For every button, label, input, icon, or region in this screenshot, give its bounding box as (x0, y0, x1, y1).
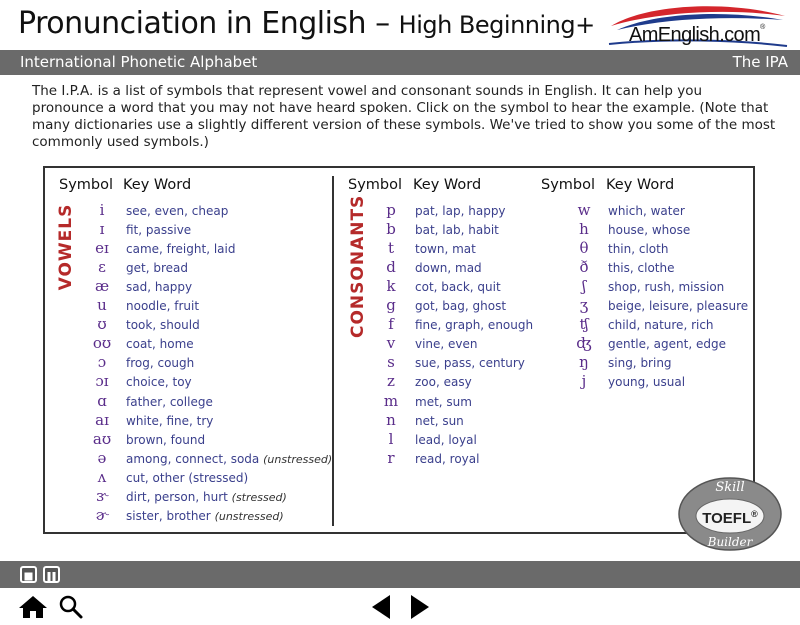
badge-builder-text: Builder (707, 535, 753, 549)
ipa-symbol-button[interactable]: h (579, 220, 589, 239)
key-word (608, 280, 724, 294)
key-word (126, 280, 192, 294)
consonant-list-2 (569, 203, 749, 413)
key-word (126, 414, 213, 428)
consonant-list-1 (376, 203, 536, 493)
ipa-symbol-button[interactable]: ð (579, 258, 589, 277)
ipa-row (87, 374, 327, 393)
ipa-row (87, 241, 327, 260)
key-word (415, 280, 501, 294)
key-word-text: father, college (126, 394, 213, 409)
key-word-text: frog, cough (126, 356, 195, 371)
key-word-text: sister, brother (126, 508, 215, 523)
key-word (126, 204, 228, 218)
logo-registered-mark: ® (760, 24, 765, 31)
stress-note: (unstressed) (263, 452, 333, 466)
ipa-symbol-button[interactable]: ɔ (97, 353, 107, 372)
key-word (415, 414, 464, 428)
ipa-symbol-button[interactable]: θ (579, 239, 589, 258)
ipa-row (87, 336, 327, 355)
vowels-label: VOWELS (56, 203, 76, 291)
key-word-text: among, connect, soda (126, 451, 264, 466)
key-word-text: came, freight, laid (126, 242, 236, 257)
ipa-symbol-button[interactable]: v (386, 334, 396, 353)
ipa-row (87, 317, 327, 336)
key-word (415, 375, 472, 389)
key-word-text: met, sum (415, 394, 472, 409)
ipa-row (87, 448, 333, 470)
key-word-text: took, should (126, 318, 200, 333)
title-dash: – (366, 6, 399, 41)
ipa-row (87, 279, 327, 298)
key-word-text: choice, toy (126, 375, 192, 390)
ipa-symbol-button[interactable]: s (387, 353, 395, 372)
key-word-text: fine, graph, enough (415, 318, 534, 333)
key-word-text: get, bread (126, 261, 188, 276)
ipa-symbol-button[interactable]: n (386, 410, 396, 429)
ipa-chart-panel (43, 166, 755, 534)
ipa-symbol-button[interactable]: ɚ (95, 505, 109, 524)
key-word-text: bat, lab, habit (415, 223, 499, 238)
key-word-text: net, sun (415, 413, 464, 428)
key-word (126, 490, 287, 504)
key-word-text: see, even, cheap (126, 204, 229, 218)
ipa-symbol-button[interactable]: l (388, 429, 394, 448)
stress-note: (unstressed) (214, 509, 284, 523)
key-word-text: young, usual (608, 375, 686, 390)
key-word-text: zoo, easy (415, 375, 472, 390)
section-bar (0, 50, 800, 75)
ipa-symbol-button[interactable]: ʌ (97, 467, 107, 486)
key-word (126, 433, 205, 447)
key-word-text: dirt, person, hurt (126, 489, 232, 504)
badge-skill-text: Skill (715, 480, 745, 495)
key-word-text: got, bag, ghost (415, 299, 507, 314)
ipa-symbol-button[interactable]: ʃ (581, 277, 587, 296)
key-word (126, 356, 194, 370)
key-word (126, 509, 284, 523)
title-level: High Beginning+ (398, 11, 595, 39)
key-word-text: vine, even (415, 337, 478, 352)
ipa-row (87, 203, 327, 222)
key-word (126, 223, 191, 237)
ipa-symbol-button[interactable]: ɔɪ (95, 372, 109, 391)
vowel-symbol-header: Symbol (59, 177, 114, 193)
key-word (608, 242, 668, 256)
ipa-symbol-button[interactable]: ɛ (98, 258, 106, 277)
key-word-text: child, nature, rich (608, 318, 714, 333)
key-word-text: coat, home (126, 337, 194, 352)
key-word-text: sue, pass, century (415, 356, 525, 371)
stress-note: (stressed) (231, 490, 287, 504)
page-title (18, 6, 595, 41)
pause-button[interactable] (43, 566, 60, 583)
key-word-text: gentle, agent, edge (608, 337, 726, 352)
ipa-symbol-button[interactable]: ʒ (579, 296, 589, 315)
stop-button[interactable] (20, 566, 37, 583)
key-word (126, 318, 200, 332)
key-word (126, 375, 192, 389)
badge-toefl-text (677, 509, 783, 527)
ipa-row (87, 429, 327, 451)
ipa-symbol-button[interactable]: eɪ (95, 239, 109, 258)
ipa-symbol-button[interactable]: ə (97, 448, 107, 467)
title-text: Pronunciation in English (18, 6, 367, 41)
vowel-list (87, 201, 333, 524)
amenglish-logo[interactable] (607, 4, 789, 48)
ipa-symbol-button[interactable]: w (577, 201, 591, 219)
key-word-text: lead, loyal (415, 432, 477, 447)
key-word-text: sad, happy (126, 280, 193, 295)
key-word (126, 471, 248, 485)
ipa-symbol-button[interactable]: aʊ (92, 429, 112, 448)
key-word (126, 261, 188, 275)
section-title: International Phonetic Alphabet (20, 53, 258, 71)
key-word (126, 242, 235, 256)
ipa-symbol-button[interactable]: b (386, 220, 396, 239)
logo-wordmark-text: AmEnglish.com (629, 24, 761, 46)
ipa-row (87, 410, 327, 432)
key-word (415, 223, 499, 237)
ipa-symbol-button[interactable]: p (386, 201, 396, 219)
key-word (415, 299, 506, 313)
ipa-symbol-button[interactable]: ɑ (97, 391, 107, 410)
header (0, 0, 800, 50)
key-word-text: thin, cloth (608, 242, 669, 257)
ipa-row (87, 505, 327, 527)
ipa-row (376, 448, 536, 470)
key-word (415, 337, 478, 351)
ipa-symbol-button[interactable]: u (97, 296, 107, 315)
ipa-symbol-button[interactable]: j (581, 372, 587, 391)
column-divider (332, 176, 334, 526)
key-word (608, 204, 685, 218)
key-word-text: this, clothe (608, 261, 675, 276)
key-word-text: cot, back, quit (415, 280, 501, 295)
key-word-text: sing, bring (608, 356, 672, 371)
key-word-text: which, water (608, 204, 685, 218)
ipa-symbol-button[interactable]: z (387, 372, 395, 391)
ipa-symbol-button[interactable]: ʤ (576, 334, 592, 353)
ipa-row (87, 298, 327, 317)
badge-toefl-reg: ® (751, 509, 758, 519)
ipa-symbol-button[interactable]: oʊ (92, 334, 112, 353)
key-word-text: down, mad (415, 261, 482, 276)
key-word (415, 356, 525, 370)
ipa-symbol-button[interactable]: i (99, 201, 105, 219)
key-word (126, 395, 213, 409)
ipa-row (87, 391, 327, 413)
prev-arrow-icon[interactable] (370, 593, 392, 621)
toefl-skill-builder-badge[interactable] (677, 476, 783, 552)
media-control-bar (0, 561, 800, 588)
key-word (415, 204, 506, 218)
ipa-symbol-button[interactable]: t (387, 239, 395, 258)
key-word (126, 299, 199, 313)
key-word (415, 318, 533, 332)
key-word (608, 223, 690, 237)
key-word-text: house, whose (608, 223, 691, 238)
vowel-keyword-header: Key Word (123, 177, 192, 193)
ipa-row (87, 355, 327, 374)
pause-icon (45, 570, 58, 583)
key-word (126, 452, 332, 466)
consonant-symbol-header: Symbol (348, 177, 403, 193)
key-word-text: pat, lap, happy (415, 204, 506, 218)
key-word (608, 356, 672, 370)
navigation-bar (0, 588, 800, 625)
key-word-text: town, mat (415, 242, 476, 257)
ipa-symbol-button[interactable]: g (386, 296, 396, 315)
ipa-symbol-button[interactable]: ʧ (579, 315, 589, 334)
ipa-symbol-button[interactable]: f (388, 315, 394, 334)
key-word (415, 395, 472, 409)
key-word (126, 337, 194, 351)
key-word-text: brown, found (126, 432, 206, 447)
key-word-text: white, fine, try (126, 413, 214, 428)
ipa-symbol-button[interactable]: ŋ (579, 353, 589, 372)
ipa-symbol-button[interactable]: m (383, 391, 399, 410)
ipa-symbol-button[interactable]: ʊ (97, 315, 107, 334)
ipa-row (87, 260, 327, 279)
section-tag: The IPA (732, 53, 788, 71)
ipa-symbol-button[interactable]: r (387, 448, 395, 467)
key-word-text: read, royal (415, 451, 480, 466)
badge-toefl-word: TOEFL (702, 510, 752, 527)
key-word-text: beige, leisure, pleasure (608, 299, 749, 314)
key-word (415, 261, 482, 275)
key-word-text: noodle, fruit (126, 299, 200, 314)
ipa-symbol-button[interactable]: ɝ (96, 486, 108, 505)
consonant2-symbol-header: Symbol (541, 177, 596, 193)
ipa-symbol-button[interactable]: aɪ (95, 410, 109, 429)
ipa-symbol-button[interactable]: ɪ (99, 220, 105, 239)
key-word (415, 452, 479, 466)
ipa-row (569, 374, 749, 393)
key-word (608, 337, 726, 351)
consonant2-keyword-header: Key Word (606, 177, 675, 193)
key-word-text: shop, rush, mission (608, 280, 725, 295)
key-word-text: fit, passive (126, 223, 192, 238)
next-arrow-icon[interactable] (409, 593, 431, 621)
ipa-symbol-button[interactable]: æ (94, 277, 110, 296)
logo-wordmark (629, 24, 765, 47)
ipa-symbol-button[interactable]: d (386, 258, 396, 277)
key-word (608, 261, 675, 275)
consonants-label: CONSONANTS (348, 194, 368, 338)
search-icon[interactable] (58, 594, 84, 620)
stop-icon (22, 570, 35, 583)
key-word-text: cut, other (stressed) (126, 470, 249, 485)
key-word (415, 433, 477, 447)
consonant-keyword-header: Key Word (413, 177, 482, 193)
ipa-row (87, 486, 327, 508)
key-word (608, 375, 685, 389)
key-word (415, 242, 476, 256)
key-word (608, 318, 714, 332)
intro-text: The I.P.A. is a list of symbols that represent vowel and consonant sounds in English. It can help you pronounce a word that you may not have heard spoken. Click on the symbol to hear the example. (Note that many dictionaries use a slightly different version of these symbols. We've tried to show you some of the most commonly used symbols.) (32, 83, 776, 150)
key-word (608, 299, 748, 313)
home-icon[interactable] (18, 594, 48, 620)
ipa-row (87, 222, 327, 241)
ipa-row (87, 467, 327, 489)
ipa-symbol-button[interactable]: k (386, 277, 396, 296)
